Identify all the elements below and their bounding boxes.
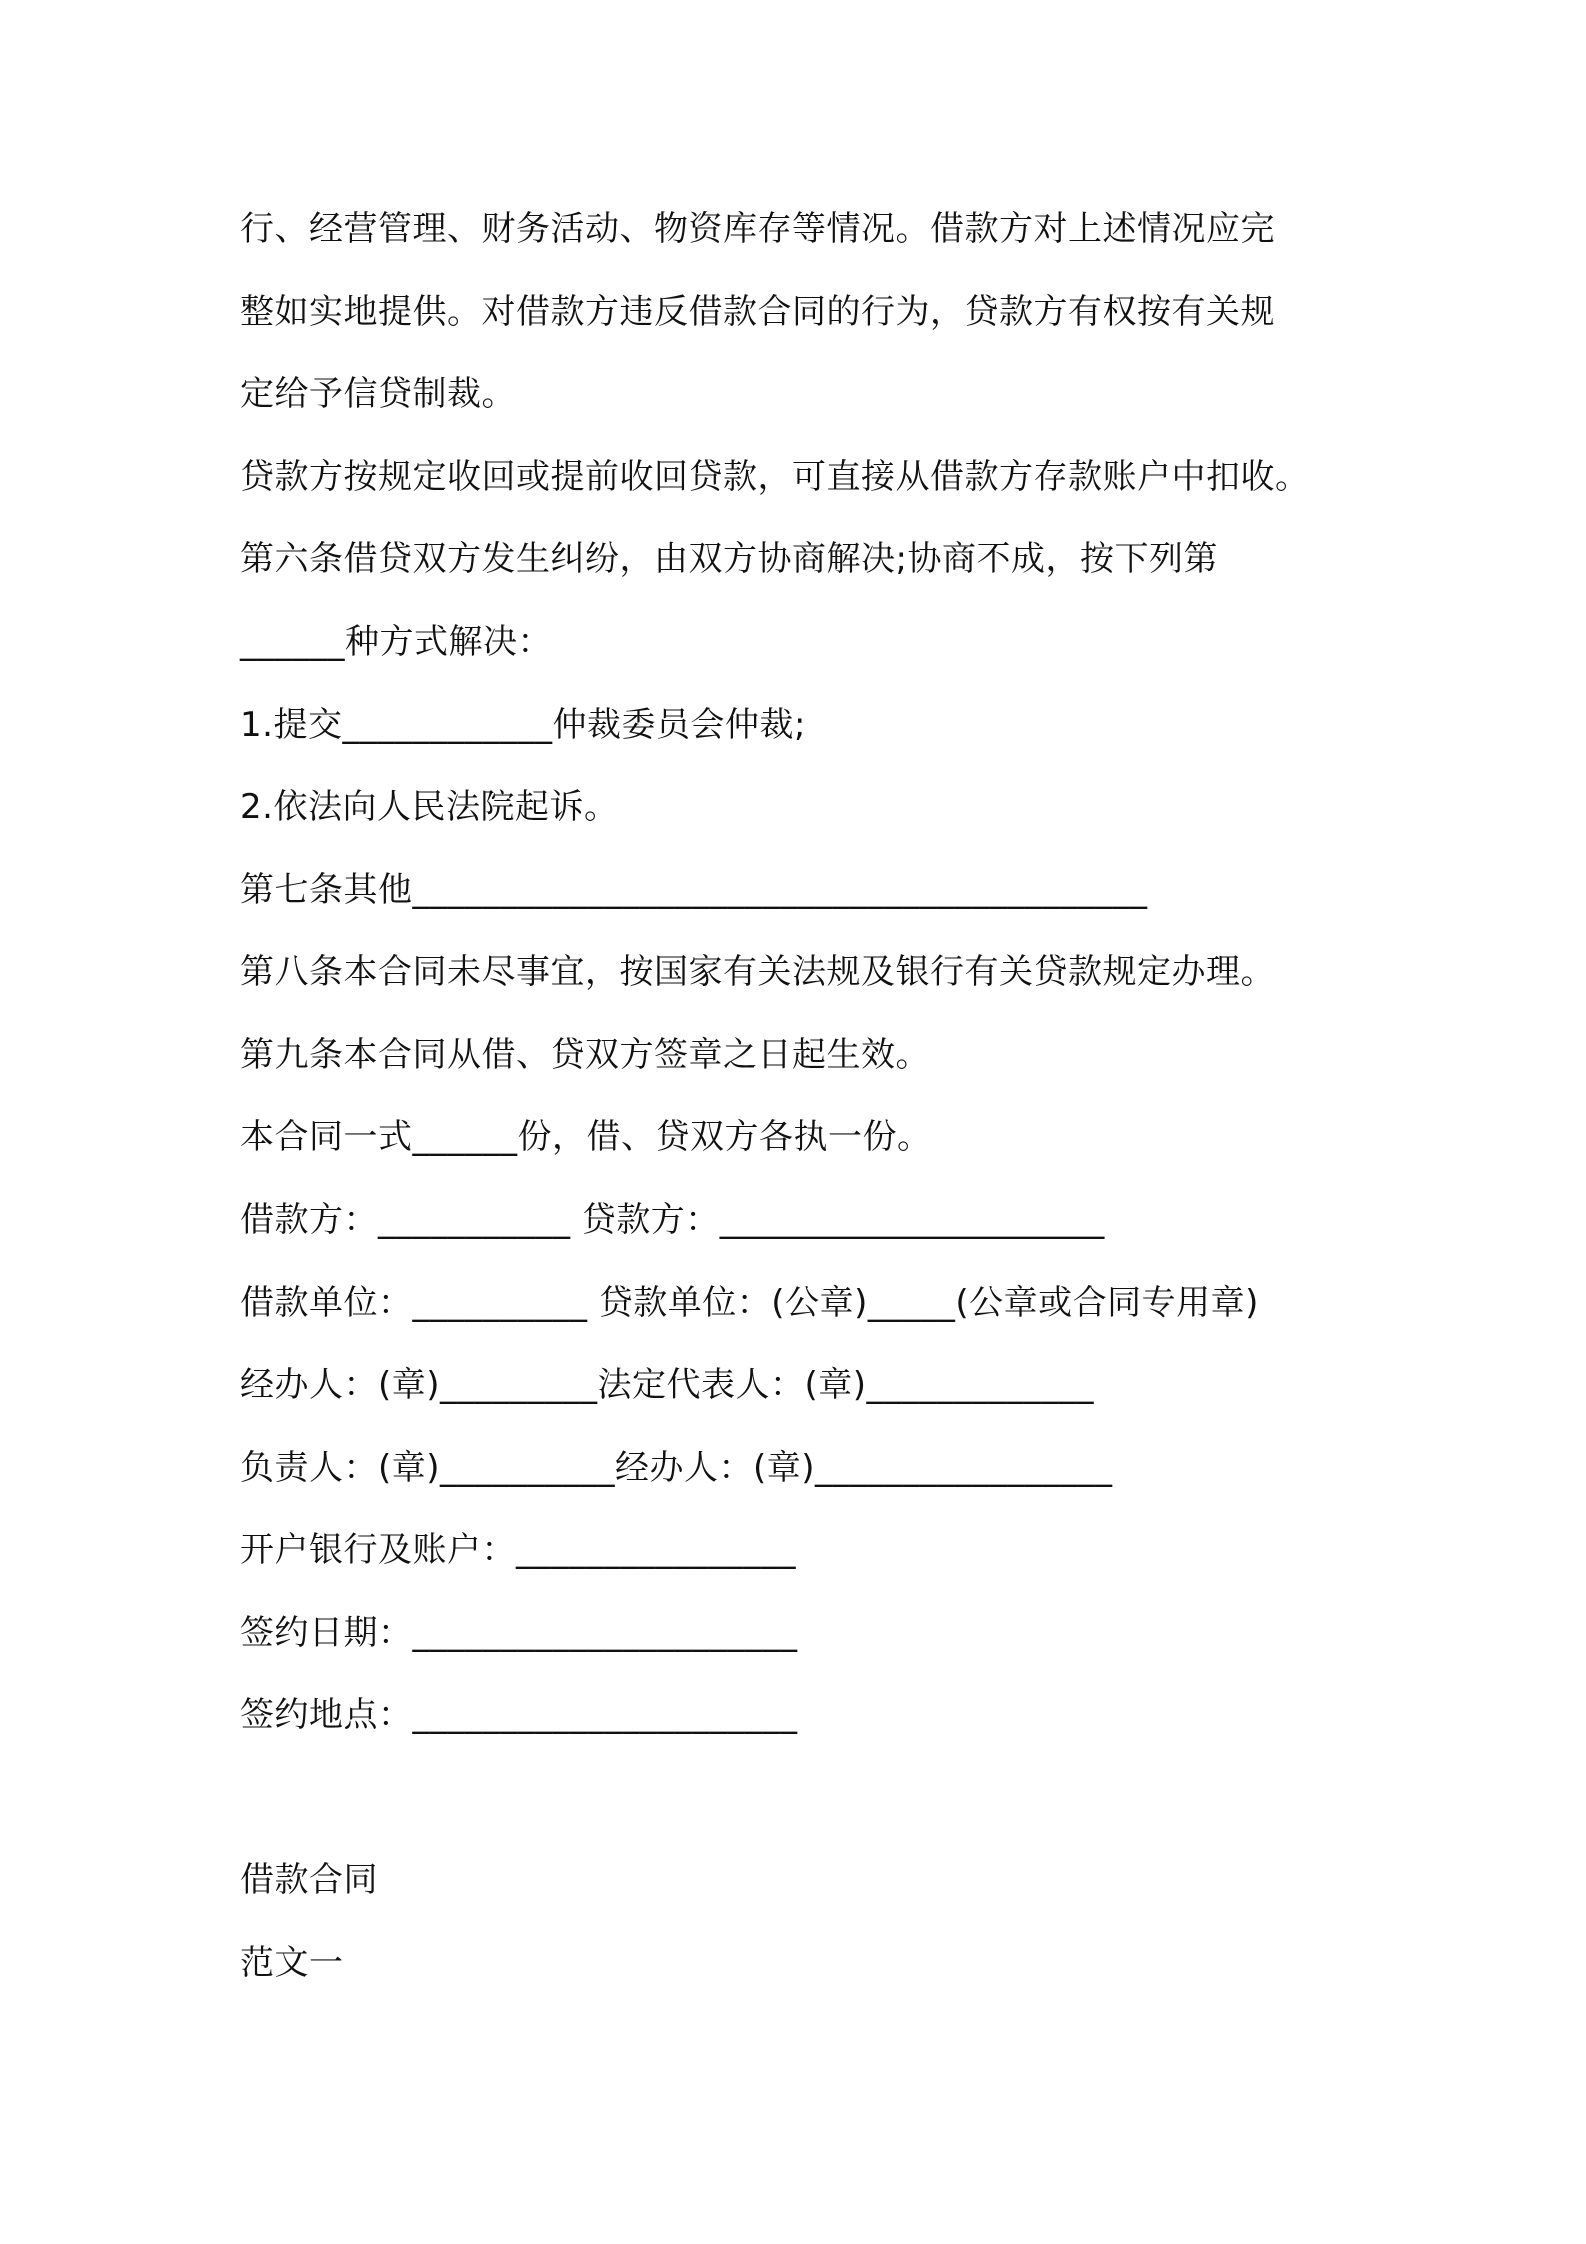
article-nine-line: 第九条本合同从借、贷双方签章之日起生效。 bbox=[240, 1035, 930, 1075]
court-option: 2.依法向人民法院起诉。 bbox=[240, 787, 619, 827]
parties-line: 借款方：___________ 贷款方：______________________ bbox=[240, 1200, 1105, 1240]
responsible-agent-line: 负责人：(章)__________经办人：(章)_________________ bbox=[240, 1448, 1113, 1488]
sample-label: 范文一 bbox=[240, 1943, 344, 1983]
copies-line: 本合同一式______份，借、贷双方各执一份。 bbox=[240, 1117, 932, 1157]
text-line-3: 定给予信贷制裁。 bbox=[240, 374, 516, 414]
article-eight-line: 第八条本合同未尽事宜，按国家有关法规及银行有关贷款规定办理。 bbox=[240, 952, 1275, 992]
resolution-method-line: ______种方式解决： bbox=[240, 622, 552, 662]
article-seven-line: 第七条其他__________________________________________ bbox=[240, 870, 1148, 910]
agent-representative-line: 经办人：(章)_________法定代表人：(章)_____________ bbox=[240, 1365, 1095, 1405]
signing-place-line: 签约地点：______________________ bbox=[240, 1695, 798, 1735]
article-six-line: 第六条借贷双方发生纠纷，由双方协商解决;协商不成，按下列第 bbox=[240, 539, 1218, 579]
arbitration-option: 1.提交____________仲裁委员会仲裁; bbox=[240, 705, 806, 745]
text-line-1: 行、经营管理、财务活动、物资库存等情况。借款方对上述情况应完 bbox=[240, 209, 1275, 249]
text-line-4: 贷款方按规定收回或提前收回贷款，可直接从借款方存款账户中扣收。 bbox=[240, 457, 1310, 497]
signing-date-line: 签约日期：______________________ bbox=[240, 1613, 798, 1653]
bank-account-line: 开户银行及账户：________________ bbox=[240, 1530, 796, 1570]
units-line: 借款单位：__________ 贷款单位：(公章)_____(公章或合同专用章) bbox=[240, 1283, 1259, 1323]
section-title: 借款合同 bbox=[240, 1860, 378, 1900]
text-line-2: 整如实地提供。对借款方违反借款合同的行为，贷款方有权按有关规 bbox=[240, 292, 1275, 332]
